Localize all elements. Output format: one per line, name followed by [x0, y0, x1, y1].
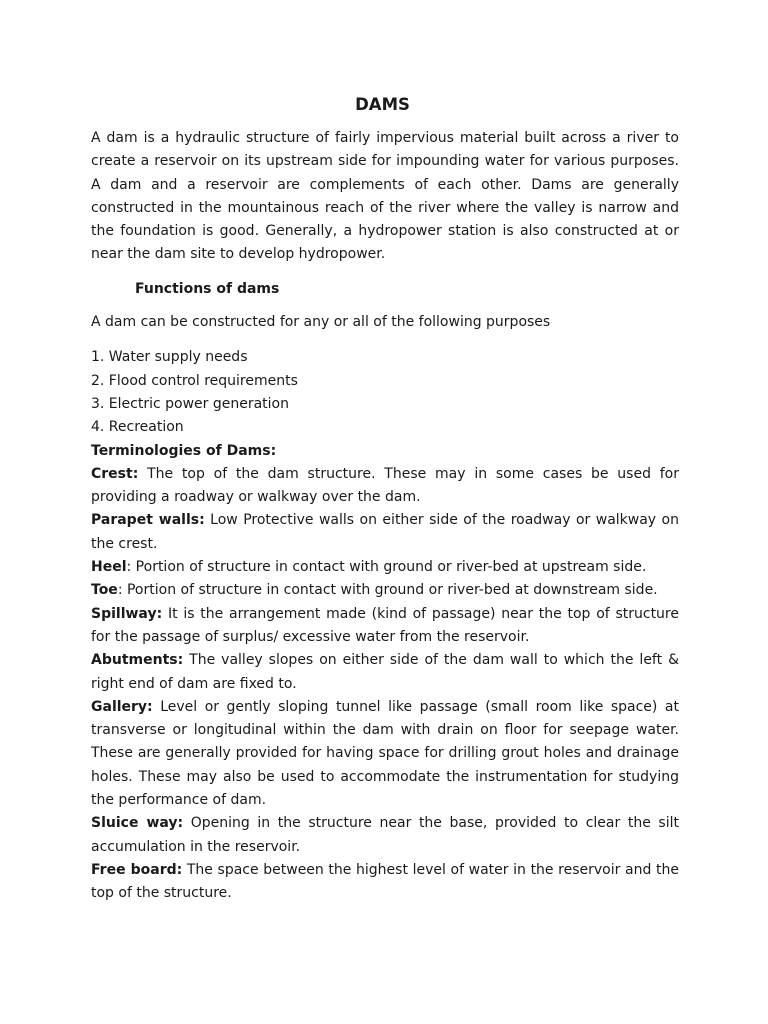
term-definition: : Portion of structure in contact with ground or river-bed at downstream side.: [117, 582, 658, 599]
term-abutments: [91, 649, 679, 696]
intro-paragraph: A dam is a hydraulic structure of fairly impervious material built across a river to create a reservoir on its upstream side for impounding water for various purposes. A dam and a reservoir are complements of each other. Dams are generally constructed in the mountainous reach of the river where the valley is narrow and the foundation is good. Generally, a hydropower station is also constructed at or near the dam site to develop hydropower.: [91, 130, 679, 263]
term-crest: [91, 463, 679, 510]
term-toe: [91, 579, 679, 602]
term-spillway: [91, 603, 679, 650]
term-name: Crest:: [91, 465, 139, 482]
term-name: Sluice way:: [91, 815, 184, 832]
terms-list: [91, 463, 679, 906]
purposes-list: [91, 346, 679, 439]
term-name: Abutments:: [91, 652, 184, 669]
list-item: 4. Recreation: [91, 419, 184, 436]
term-name: Free board:: [91, 861, 183, 878]
functions-heading: Functions of dams: [135, 280, 280, 297]
list-item: 2. Flood control requirements: [91, 372, 298, 389]
term-definition: : Portion of structure in contact with ground or river-bed at upstream side.: [126, 559, 647, 576]
terminology-heading: Terminologies of Dams:: [91, 442, 277, 459]
term-gallery: [91, 696, 679, 812]
term-definition: Low Protective walls on either side of the roadway or walkway on the crest.: [91, 512, 679, 552]
term-definition: Level or gently sloping tunnel like passage (small room like space) at transverse or longitudinal within the dam with drain on floor for seepage water. These are generally provided for having space for drilling grout holes and drainage holes. These may also be used to accommodate the instrumentation for studying the performance of dam.: [91, 698, 679, 809]
term-definition: The space between the highest level of water in the reservoir and the top of the structure.: [91, 861, 679, 902]
term-name: Toe: [91, 582, 118, 599]
term-definition: The valley slopes on either side of the dam wall to which the left & right end of dam are fixed to.: [91, 652, 679, 692]
term-definition: Opening in the structure near the base, provided to clear the silt accumulation in the reservoir.: [91, 815, 679, 855]
term-name: Spillway:: [91, 605, 163, 622]
functions-intro: A dam can be constructed for any or all of the following purposes: [91, 314, 551, 331]
term-name: Gallery:: [91, 698, 153, 715]
term-name: Parapet walls:: [91, 512, 205, 529]
term-free-board: [91, 859, 679, 906]
term-parapet-walls: [91, 509, 679, 556]
term-definition: It is the arrangement made (kind of passage) near the top of structure for the passage of surplus/ excessive water from the reservoir.: [91, 605, 679, 645]
term-name: Heel: [91, 559, 127, 576]
term-heel: [91, 556, 679, 579]
page-title: DAMS: [355, 95, 410, 114]
term-sluice-way: [91, 812, 679, 859]
list-item: 1. Water supply needs: [91, 349, 248, 366]
term-definition: The top of the dam structure. These may in some cases be used for providing a roadway or walkway over the dam.: [91, 465, 679, 506]
list-item: 3. Electric power generation: [91, 395, 289, 412]
